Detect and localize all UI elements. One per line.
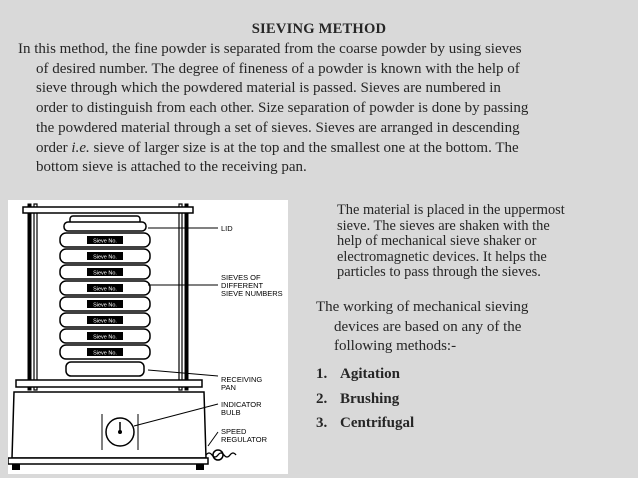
- support-rod-right: [185, 204, 188, 390]
- sieve-number-label: Sieve No.: [93, 238, 117, 245]
- method-number: 3.: [316, 415, 328, 431]
- support-rod-left-inner: [34, 204, 37, 390]
- sieve-shaker-diagram: [8, 200, 288, 474]
- method-label: Centrifugal: [340, 415, 415, 431]
- label-pan: PAN: [221, 383, 236, 392]
- support-rod-left: [28, 204, 31, 390]
- foot-left: [12, 464, 20, 470]
- sieve-number-label: Sieve No.: [93, 270, 117, 277]
- intro-line: bottom sieve is attached to the receiving pan.: [36, 159, 307, 176]
- intro-line: the powdered material through a set of sieves. Sieves are arranged in descending: [36, 119, 520, 136]
- method-number: 1.: [316, 366, 328, 382]
- method-label: Brushing: [340, 390, 400, 407]
- sieve-number-label: Sieve No.: [93, 286, 117, 293]
- lid-rim: [64, 222, 146, 231]
- label-lid: LID: [221, 224, 233, 233]
- methods-intro: [316, 298, 626, 357]
- intro-line: In this method, the fine powder is separated from the coarse powder by using sieves: [18, 41, 522, 57]
- shaker-base: [8, 458, 208, 464]
- label-speed: REGULATOR: [221, 435, 267, 444]
- methods-intro-line: following methods:-: [334, 338, 457, 355]
- sieve-number-label: Sieve No.: [93, 350, 117, 357]
- process-paragraph: [337, 203, 632, 281]
- slide-title: SIEVING METHOD: [251, 21, 387, 37]
- method-item: [316, 362, 414, 387]
- process-line: particles to pass through the sieves.: [337, 264, 541, 281]
- label-sieves: SIEVE NUMBERS: [221, 289, 283, 298]
- leader-speed: [208, 432, 218, 446]
- support-rod-right-inner: [179, 204, 182, 390]
- intro-line: sieve through which the powdered material is passed. Sieves are numbered in: [36, 80, 501, 97]
- shaker-plate: [16, 380, 202, 387]
- intro-line: order to distinguish from each other. Size separation of powder is done by passing: [36, 100, 529, 117]
- intro-line: of desired number. The degree of fineness of a powder is known with the help of: [36, 60, 520, 77]
- process-line: help of mechanical sieve shaker or: [337, 233, 537, 250]
- leader-pan: [148, 370, 218, 376]
- intro-ie-italic: i.e.: [71, 139, 90, 156]
- methods-intro-line: devices are based on any of the: [334, 318, 522, 335]
- label-bulb: INDICATOR: [221, 400, 262, 409]
- receiving-pan: [66, 362, 144, 376]
- intro-text: sieve of larger size is at the top and the smallest one at the bottom. The: [89, 139, 519, 156]
- sieve-stack: [60, 233, 150, 359]
- sieve-number-label: Sieve No.: [93, 302, 117, 309]
- methods-intro-line: The working of mechanical sieving: [316, 299, 529, 315]
- method-item: [316, 411, 414, 436]
- label-sieves: DIFFERENT: [221, 281, 264, 290]
- intro-paragraph: [18, 40, 630, 178]
- sieve-number-label: Sieve No.: [93, 318, 117, 325]
- method-item: [316, 387, 414, 412]
- label-bulb: BULB: [221, 408, 241, 417]
- intro-text: order: [36, 139, 72, 156]
- methods-list: [316, 362, 414, 436]
- label-speed: SPEED: [221, 427, 247, 436]
- process-line: sieve. The sieves are shaken with the: [337, 217, 550, 234]
- top-clamp-bar: [23, 207, 193, 213]
- sieve-number-label: Sieve No.: [93, 334, 117, 341]
- label-pan: RECEIVING: [221, 375, 263, 384]
- method-label: Agitation: [340, 366, 400, 382]
- method-number: 2.: [316, 390, 328, 407]
- intro-line-ie: [18, 139, 630, 159]
- foot-right: [196, 464, 204, 470]
- dial-center: [118, 430, 122, 434]
- label-sieves: SIEVES OF: [221, 273, 261, 282]
- sieve-number-label: Sieve No.: [93, 254, 117, 261]
- process-line: electromagnetic devices. It helps the: [337, 248, 547, 265]
- process-line: The material is placed in the uppermost: [337, 202, 565, 218]
